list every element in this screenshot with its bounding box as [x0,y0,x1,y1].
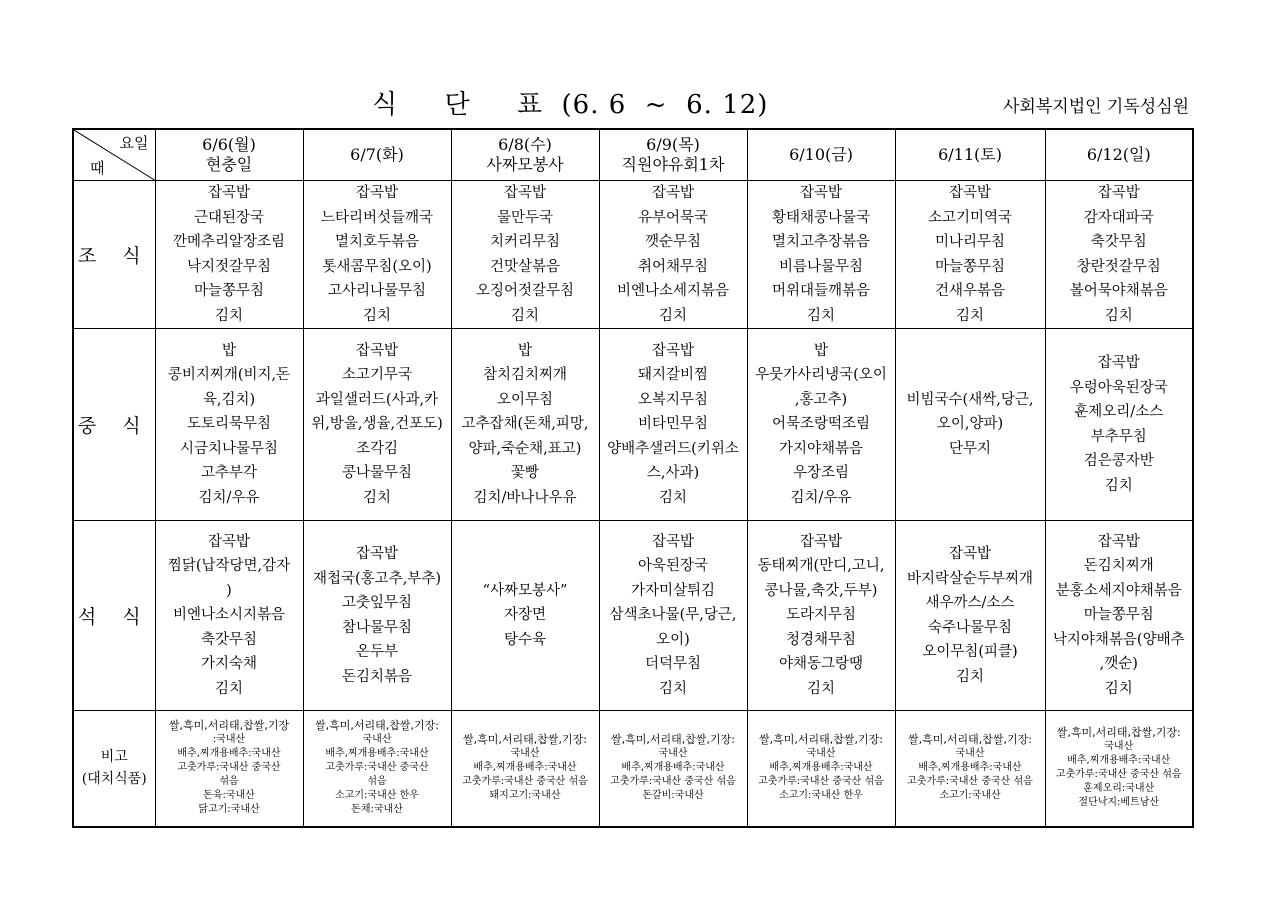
menu-item: 온두부 [355,644,399,660]
menu-item: ) [226,582,232,599]
menu-item: 김치 [955,307,984,324]
menu-item: 느타리버섯들깨국 [320,209,434,226]
menu-item: 찜닭(납작당면,감자 [167,558,291,575]
corner-day-label: 요일 [119,134,149,152]
menu-cell [1045,521,1193,711]
menu-item: 잡곡밥 [799,185,843,201]
notes-row [73,711,1193,827]
menu-cell [747,329,895,521]
menu-item: 탕수육 [503,631,547,648]
menu-item: 분홍소세지야채볶음 [1055,582,1182,599]
menu-item: 비엔나소세지볶음 [616,283,730,299]
organization-name: 사회복지법인 기독성심원 [1003,97,1190,117]
menu-cell [895,521,1045,711]
menu-item: 김치 [1104,477,1133,494]
origin-note: :국내산 [212,734,246,746]
menu-item: 잡곡밥 [948,185,992,201]
meal-label: 중 식 [73,329,155,521]
notes-cell [155,711,303,827]
menu-item: 김치 [658,307,687,324]
origin-note: 배추,찌개용배추:국내산 [325,748,429,760]
menu-cell [1045,181,1193,329]
menu-item: 멸치호두볶음 [334,234,420,250]
origin-note: 고춧가루:국내산 중국산 [325,762,429,774]
origin-note: 돈채:국내산 [351,804,403,816]
day-header [451,129,599,181]
origin-note: 닭고기:국내산 [198,804,260,816]
origin-note: 배추,찌개용배추:국내산 [473,762,577,774]
menu-item: 김치 [806,307,835,324]
menu-item: 고추잡채(돈채,피망, [461,416,589,433]
menu-cell [303,521,451,711]
menu-item: 잡곡밥 [355,546,399,562]
menu-item: 깐메추리알장조림 [172,234,286,250]
menu-item: 축갓무침 [1090,234,1147,250]
menu-cell [599,521,747,711]
menu-item: 오징어젓갈무침 [475,283,575,299]
menu-item: 마늘쫑무침 [934,258,1006,275]
day-date: 6/10(금) [789,145,853,164]
day-header [599,129,747,181]
menu-item: 비름나물무침 [778,258,864,275]
menu-cell [895,181,1045,329]
origin-note: 훈제오리:국내산 [1083,783,1155,795]
menu-item: 멸치고추장볶음 [771,234,871,250]
menu-item: 검은콩자반 [1083,453,1154,469]
menu-item: 김치/바나나우유 [473,489,577,506]
menu-item: 돈김치찌개 [1083,558,1154,575]
menu-item: 머위대들깨볶음 [771,283,871,299]
menu-cell [599,181,747,329]
menu-item: 축갓무침 [200,631,258,648]
corner-cell [73,129,155,181]
menu-item: 과일샐러드(사과,카 [315,391,439,408]
menu-item: 비빔국수(새싹,당근, [906,391,1034,408]
menu-cell [303,329,451,521]
origin-note: 돈갈비:국내산 [642,790,704,802]
day-date: 6/9(목) [646,135,700,154]
meal-row-lunch [73,329,1193,521]
menu-item: 오복지무침 [637,391,709,408]
origin-note: 고춧가루:국내산 중국산 섞음 [462,776,588,788]
origin-note: 배추,찌개용배추:국내산 [918,762,1022,774]
origin-note: 절단낙지:베트남산 [1078,797,1160,809]
day-date: 6/11(토) [938,145,1002,164]
menu-item: ,홍고추) [794,391,848,408]
menu-item: 시금치나물무침 [179,440,279,457]
menu-item: 잡곡밥 [207,533,251,550]
menu-item: 김치 [510,307,539,324]
menu-item: 숙주나물무침 [927,619,1013,636]
origin-note: 고춧가루:국내산 중국산 [177,762,281,774]
menu-item: 김치 [806,680,835,697]
menu-item: 잡곡밥 [1097,355,1140,371]
menu-item: 낙지젓갈무침 [186,258,272,275]
notes-cell [303,711,451,827]
menu-item: 볼어묵야채볶음 [1069,283,1168,299]
origin-note: 섞음 [219,776,239,788]
menu-item: 참치김치찌개 [482,367,568,384]
menu-item: 김치/우유 [790,489,852,506]
day-note: 사짜모봉사 [486,155,564,174]
menu-item: 오이) [656,631,690,648]
day-header [155,129,303,181]
menu-item: 창란젓갈무침 [1076,258,1161,275]
origin-note: 국내산 [1104,741,1134,753]
menu-item: 가자미살튀김 [630,582,716,599]
menu-item: 육,김치) [202,391,256,408]
origin-note: 국내산 [362,734,392,746]
menu-cell [747,181,895,329]
menu-table [72,128,1194,828]
meal-label: 조 식 [73,181,155,329]
origin-note: 섞음 [367,776,387,788]
menu-item: 우렁아욱된장국 [1069,379,1168,396]
menu-item: 김치 [658,489,687,506]
menu-item: “사짜모봉사” [482,582,568,599]
menu-item: 재첩국(홍고추,부추) [313,570,441,587]
menu-item: 잡곡밥 [207,185,251,201]
notes-cell [451,711,599,827]
menu-item: 야채동그랑땡 [778,656,864,673]
menu-cell [155,181,303,329]
menu-item: 새우까스/소스 [925,595,1015,611]
menu-cell [155,329,303,521]
notes-label-line: 비고 [100,749,128,766]
menu-item: 취어채무침 [637,258,709,275]
notes-label [73,711,155,827]
menu-item: 자장면 [503,607,547,624]
meal-row-dinner [73,521,1193,711]
menu-item: 도라지무침 [785,607,857,624]
menu-item: 밥 [813,342,828,359]
menu-cell [599,329,747,521]
meal-label: 석 식 [73,521,155,711]
menu-item: 어묵조랑떡조림 [771,416,871,433]
menu-item: 우장조림 [792,465,850,482]
day-header [1045,129,1193,181]
menu-item: 깻순무침 [644,234,702,250]
origin-note: 소고기:국내산 [939,790,1001,802]
menu-item: 오이무침 [496,391,554,408]
origin-note: 국내산 [658,748,688,760]
menu-item: 밥 [517,342,532,359]
menu-item: 가지숙채 [200,656,258,673]
origin-note: 배추,찌개용배추:국내산 [1067,755,1171,767]
menu-item: 오이,양파) [936,416,1004,433]
menu-item: 김치 [362,307,391,324]
origin-note: 쌀,흑미,서리태,찹쌀,기장: [315,719,439,733]
origin-note: 고춧가루:국내산 중국산 섞음 [1055,769,1182,781]
menu-item: 김치 [214,680,243,697]
menu-item: 마늘쫑무침 [1083,607,1154,624]
menu-item: 김치 [1104,307,1133,324]
corner-meal-label: 때 [90,159,105,177]
origin-note: 쌀,흑미,서리태,찹쌀,기장: [463,733,587,747]
day-header [303,129,451,181]
origin-note: 쌀,흑미,서리태,찹쌀,기장: [759,733,883,747]
notes-cell [895,711,1045,827]
menu-item: 잡곡밥 [948,546,992,562]
menu-item: 톳새콤무침(오이) [322,258,432,275]
notes-cell [747,711,895,827]
menu-item: 치커리무침 [489,234,561,250]
menu-cell [451,329,599,521]
menu-item: 우뭇가사리냉국(오이 [755,367,887,384]
menu-item: 건새우볶음 [934,283,1006,299]
page-header [0,84,1280,118]
origin-note: 쌀,흑미,서리태,찹쌀,기장: [908,733,1032,747]
menu-item: 고춧잎무침 [341,595,413,611]
menu-item: 김치 [658,680,687,697]
menu-item: 마늘쫑무침 [193,283,265,299]
menu-item: 오이무침(피클) [922,644,1018,660]
menu-item: 밥 [221,342,236,359]
menu-cell [747,521,895,711]
origin-note: 돈육:국내산 [203,790,255,802]
menu-item: 잡곡밥 [651,533,695,550]
menu-item: 잡곡밥 [355,342,399,359]
menu-item: 아욱된장국 [637,558,709,575]
menu-item: 잡곡밥 [799,533,843,550]
menu-item: 더덕무침 [644,656,702,673]
menu-cell [895,329,1045,521]
origin-note: 고춧가루:국내산 중국산 섞음 [758,776,884,788]
menu-cell [1045,329,1193,521]
menu-item: 김치/우유 [198,489,260,506]
menu-item: 삼색초나물(무,당근, [609,607,737,624]
origin-note: 배추,찌개용배추:국내산 [621,762,725,774]
menu-item: 유부어묵국 [637,209,709,226]
day-header [895,129,1045,181]
menu-item: 도토리묵무침 [186,416,272,433]
menu-cell [155,521,303,711]
menu-item: 참나물무침 [341,619,413,636]
menu-item: 비타민무침 [637,416,709,433]
menu-item: 조각김 [355,440,399,457]
menu-item: 꽃빵 [510,465,539,482]
menu-item: 부추무침 [1090,428,1147,445]
menu-item: 황태채콩나물국 [771,209,871,226]
origin-note: 쌀,흑미,서리태,찹쌀,기장: [1056,726,1181,740]
origin-note: 배추,찌개용배추:국내산 [769,762,873,774]
menu-item: 양파,죽순채,표고) [468,440,582,457]
menu-item: 잡곡밥 [651,342,695,359]
origin-note: 소고기:국내산 한우 [779,790,863,802]
menu-item: 위,방울,생율,건포도) [311,416,443,433]
origin-note: 소고기:국내산 한우 [335,790,419,802]
menu-item: 건맛살볶음 [489,258,561,275]
menu-item: 고추부각 [200,465,258,482]
origin-note: 배추,찌개용배추:국내산 [177,748,281,760]
origin-note: 국내산 [955,748,985,760]
menu-item: 훈제오리/소스 [1074,404,1164,420]
notes-label-line: (대치식품) [81,771,147,788]
menu-item: 콩나물무침 [341,465,413,482]
menu-item: 단무지 [948,440,992,457]
origin-note: 고춧가루:국내산 중국산 섞음 [610,776,736,788]
menu-item: 김치 [362,489,391,506]
menu-item: 소고기무국 [341,367,413,384]
menu-item: 감자대파국 [1083,209,1154,226]
menu-item: 근대된장국 [193,209,265,226]
menu-item: 돈김치볶음 [341,668,413,685]
menu-item: 스,사과) [646,465,700,482]
menu-item: 잡곡밥 [1097,533,1140,550]
menu-cell [303,181,451,329]
day-note: 현충일 [205,155,253,174]
day-date: 6/6(월) [202,135,256,154]
menu-item: 콩나물,축갓,두부) [764,582,878,599]
menu-item: 가지야채볶음 [778,440,864,457]
menu-item: 잡곡밥 [651,185,695,201]
menu-item: 돼지갈비찜 [637,367,709,384]
origin-note: 돼지고기:국내산 [489,790,561,802]
header-row [73,129,1193,181]
menu-item: 청경채무침 [785,631,857,648]
menu-item: 양배추샐러드(키위소 [607,440,739,457]
menu-item: ,깻순) [1099,656,1138,673]
menu-item: 동태찌개(만디,고니, [757,558,885,575]
meal-row-breakfast [73,181,1193,329]
menu-item: 잡곡밥 [355,185,399,201]
page-title: 식 단 표 (6. 6 ~ 6. 12) [372,90,769,120]
notes-cell [599,711,747,827]
menu-item: 낙지야채볶음(양배추 [1052,631,1185,648]
day-date: 6/12(일) [1086,145,1151,164]
menu-item: 비엔나소시지볶음 [172,607,286,624]
origin-note: 쌀,흑미,서리태,찹쌀,기장 [168,719,290,733]
menu-cell [451,181,599,329]
menu-item: 잡곡밥 [503,185,547,201]
menu-item: 소고기미역국 [927,209,1013,226]
menu-cell [451,521,599,711]
menu-item: 바지락살순두부찌개 [906,570,1034,587]
day-header [747,129,895,181]
menu-item: 김치 [1104,680,1133,697]
origin-note: 고춧가루:국내산 중국산 섞음 [907,776,1033,788]
origin-note: 국내산 [806,748,836,760]
notes-cell [1045,711,1193,827]
day-note: 직원야유회1차 [621,155,725,174]
menu-item: 김치 [214,307,243,324]
day-date: 6/8(수) [498,135,552,154]
menu-item: 물만두국 [496,209,554,226]
day-date: 6/7(화) [350,145,404,164]
menu-item: 고사리나물무침 [327,283,427,299]
menu-item: 김치 [955,668,984,685]
menu-item: 잡곡밥 [1097,185,1140,201]
origin-note: 국내산 [510,748,540,760]
menu-item: 콩비지찌개(비지,돈 [167,367,291,384]
menu-item: 미나리무침 [934,234,1006,250]
origin-note: 쌀,흑미,서리태,찹쌀,기장: [611,733,735,747]
